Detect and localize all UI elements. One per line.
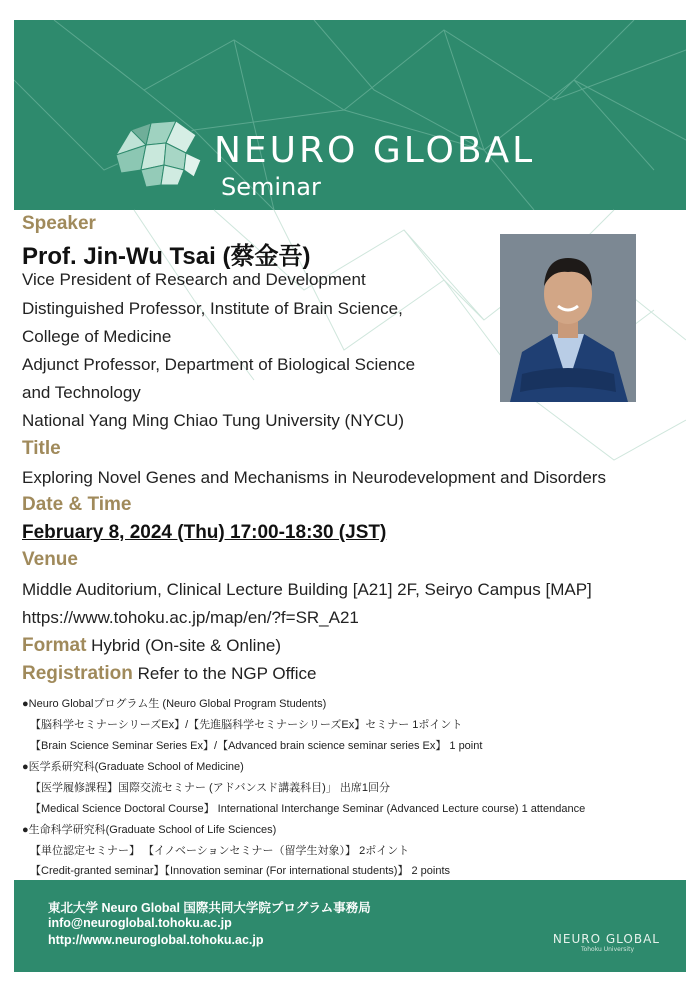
header-banner bbox=[14, 20, 686, 210]
credit-line: ●医学系研究科(Graduate School of Medicine) bbox=[22, 761, 244, 773]
speaker-label: Speaker bbox=[22, 213, 96, 234]
speaker-affiliation-line: and Technology bbox=[22, 383, 141, 402]
venue-map-link[interactable]: https://www.tohoku.ac.jp/map/en/?f=SR_A21 bbox=[22, 608, 359, 627]
registration-value: Refer to the NGP Office bbox=[137, 664, 317, 683]
office-url[interactable]: http://www.neuroglobal.tohoku.ac.jp bbox=[48, 933, 264, 947]
credit-line: 【Credit-granted seminar】【Innovation seminar (For international students)】 2 points bbox=[30, 865, 451, 877]
credit-line: 【単位認定セミナー】 【イノベーションセミナー（留学生対象）】 2ポイント bbox=[30, 845, 410, 857]
speaker-affiliation-line: Distinguished Professor, Institute of Brain Science, bbox=[22, 299, 403, 318]
registration-label: Registration bbox=[22, 663, 133, 684]
credit-line: 【医学履修課程】国際交流セミナー (アドバンスド講義科目)」 出席1回分 bbox=[30, 782, 391, 794]
credit-line: 【Medical Science Doctoral Course】 International Interchange Seminar (Advanced Lecture course) 1 attendance bbox=[30, 803, 586, 815]
footer-logo: NEURO GLOBAL bbox=[552, 932, 660, 946]
registration-row bbox=[22, 663, 317, 685]
talk-title: Exploring Novel Genes and Mechanisms in Neurodevelopment and Disorders bbox=[22, 468, 606, 487]
format-label: Format bbox=[22, 635, 87, 656]
venue-line: Middle Auditorium, Clinical Lecture Building [A21] 2F, Seiryo Campus [MAP] bbox=[22, 580, 592, 599]
footer-logo-subtext: Tohoku University bbox=[580, 946, 634, 953]
brand-title: NEURO GLOBAL bbox=[214, 130, 536, 171]
office-email[interactable]: info@neuroglobal.tohoku.ac.jp bbox=[48, 916, 232, 930]
title-label: Title bbox=[22, 438, 61, 459]
brand-subtitle: Seminar bbox=[221, 173, 321, 201]
credit-line: 【脳科学セミナーシリーズEx】/【先進脳科学セミナーシリーズEx】セミナー 1ポイント bbox=[30, 719, 463, 731]
speaker-photo bbox=[500, 234, 636, 402]
credit-line: 【Brain Science Seminar Series Ex】/【Advanced brain science seminar series Ex】 1 point bbox=[30, 740, 483, 752]
footer-banner bbox=[14, 880, 686, 972]
datetime-value: February 8, 2024 (Thu) 17:00-18:30 (JST) bbox=[22, 522, 387, 543]
speaker-name: Prof. Jin-Wu Tsai (蔡金吾) bbox=[22, 243, 311, 270]
credit-line: ●Neuro Globalプログラム生 (Neuro Global Program Students) bbox=[22, 698, 327, 710]
credit-line: ●生命科学研究科(Graduate School of Life Sciences) bbox=[22, 824, 277, 836]
format-row bbox=[22, 635, 281, 657]
speaker-affiliation-line: College of Medicine bbox=[22, 327, 172, 346]
format-value: Hybrid (On-site & Online) bbox=[91, 636, 282, 655]
speaker-affiliation-line: Adjunct Professor, Department of Biological Science bbox=[22, 355, 416, 374]
speaker-affiliation-line: National Yang Ming Chiao Tung University (NYCU) bbox=[22, 411, 405, 430]
brain-icon bbox=[106, 115, 206, 191]
datetime-label: Date & Time bbox=[22, 494, 132, 515]
speaker-affiliation-line: Vice President of Research and Development bbox=[22, 270, 366, 289]
office-name: 東北大学 Neuro Global 国際共同大学院プログラム事務局 bbox=[48, 901, 371, 915]
venue-label: Venue bbox=[22, 549, 78, 570]
